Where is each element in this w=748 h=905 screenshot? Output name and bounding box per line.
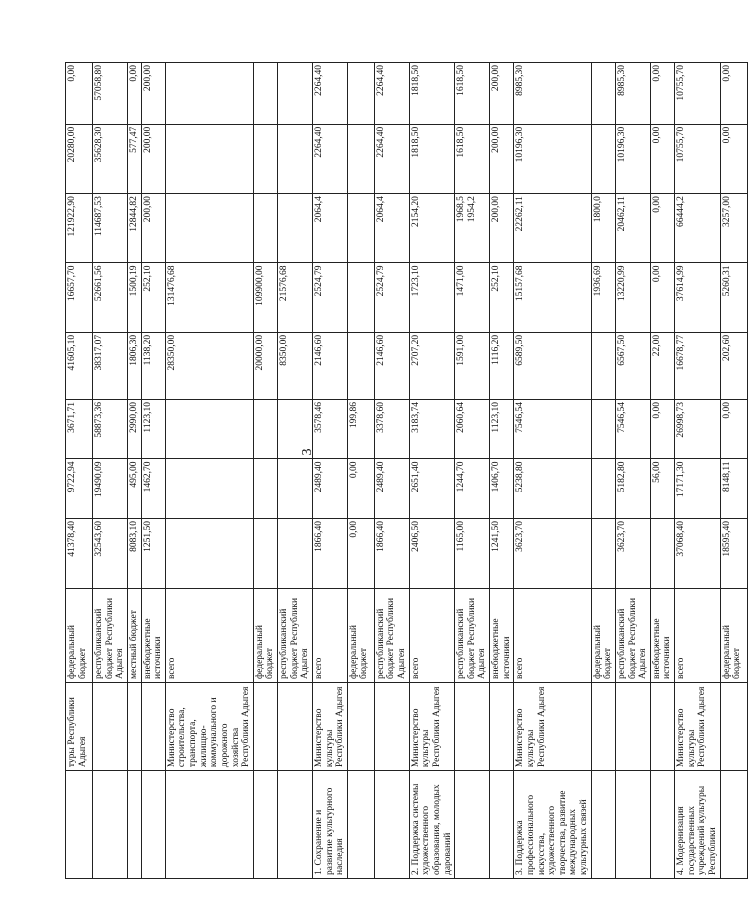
year-cell: 200,00 — [141, 63, 165, 125]
year-cell: 6567,50 — [615, 332, 650, 399]
year-cell: 200,00 — [141, 124, 165, 193]
year-cell — [591, 63, 615, 125]
year-cell: 0,00 — [347, 459, 374, 518]
source-cell: федеральный бюджет — [253, 589, 277, 683]
year-cell: 3257,00 — [720, 194, 747, 263]
year-cell: 26998,73 — [675, 400, 721, 459]
section-cell — [278, 771, 313, 879]
year-cell — [278, 459, 313, 518]
source-cell: республиканский бюджет Республики Адыгея — [455, 589, 490, 683]
year-cell: 3671,71 — [66, 400, 93, 459]
year-cell: 252,10 — [141, 263, 165, 332]
year-cell: 12844,82 — [127, 194, 141, 263]
year-cell: 1723,10 — [409, 263, 455, 332]
year-cell: 1968,5 1954,2 — [455, 194, 490, 263]
source-cell: всего — [409, 589, 455, 683]
table-row — [720, 63, 747, 879]
year-cell: 2154,20 — [409, 194, 455, 263]
year-cell — [278, 194, 313, 263]
year-cell: 56,00 — [650, 459, 674, 518]
section-cell — [66, 771, 93, 879]
executor-cell — [93, 683, 128, 771]
executor-cell — [278, 683, 313, 771]
year-cell: 1165,00 — [455, 518, 490, 588]
year-cell: 7546,54 — [615, 400, 650, 459]
table-row — [455, 63, 490, 879]
year-cell — [347, 263, 374, 332]
year-cell — [253, 400, 277, 459]
table-row — [591, 63, 615, 879]
year-cell: 7546,54 — [514, 400, 591, 459]
year-cell: 2489,40 — [312, 459, 347, 518]
year-cell: 0,00 — [650, 194, 674, 263]
year-cell: 8148,11 — [720, 459, 747, 518]
table-row — [66, 63, 93, 879]
year-cell — [591, 332, 615, 399]
source-cell: федеральный бюджет — [591, 589, 615, 683]
year-cell: 1406,70 — [490, 459, 514, 518]
year-cell: 0,00 — [650, 263, 674, 332]
section-cell — [455, 771, 490, 879]
table-row — [490, 63, 514, 879]
executor-cell — [141, 683, 165, 771]
year-cell: 3378,60 — [374, 400, 409, 459]
year-cell: 1251,50 — [141, 518, 165, 588]
source-cell: федеральный бюджет — [66, 589, 93, 683]
table-row — [347, 63, 374, 879]
year-cell: 41378,40 — [66, 518, 93, 588]
year-cell: 41605,10 — [66, 332, 93, 399]
year-cell — [347, 63, 374, 125]
year-cell: 15157,68 — [514, 263, 591, 332]
section-cell — [720, 771, 747, 879]
table-row — [141, 63, 165, 879]
executor-cell — [347, 683, 374, 771]
year-cell: 2264,40 — [312, 124, 347, 193]
year-cell: 1123,10 — [141, 400, 165, 459]
year-cell — [165, 194, 253, 263]
rotated-table-area — [65, 62, 743, 879]
year-cell: 2146,60 — [312, 332, 347, 399]
year-cell: 8985,30 — [514, 63, 591, 125]
section-cell — [165, 771, 253, 879]
year-cell: 0,00 — [650, 124, 674, 193]
year-cell: 13220,99 — [615, 263, 650, 332]
executor-cell: Министерство культуры Республики Адыгея — [312, 683, 347, 771]
section-cell — [615, 771, 650, 879]
year-cell: 2060,64 — [455, 400, 490, 459]
year-cell: 2489,40 — [374, 459, 409, 518]
executor-cell — [591, 683, 615, 771]
year-cell: 10196,30 — [615, 124, 650, 193]
year-cell: 200,00 — [490, 124, 514, 193]
year-cell: 0,00 — [127, 63, 141, 125]
year-cell: 1138,20 — [141, 332, 165, 399]
year-cell — [591, 459, 615, 518]
executor-cell — [615, 683, 650, 771]
year-cell: 3623,70 — [615, 518, 650, 588]
year-cell: 58873,36 — [93, 400, 128, 459]
year-cell — [253, 194, 277, 263]
year-cell: 32543,60 — [93, 518, 128, 588]
year-cell: 1462,70 — [141, 459, 165, 518]
table-row — [312, 63, 347, 879]
year-cell: 577,47 — [127, 124, 141, 193]
year-cell: 17171,30 — [675, 459, 721, 518]
year-cell: 109900,00 — [253, 263, 277, 332]
year-cell — [278, 124, 313, 193]
year-cell — [591, 518, 615, 588]
page-number: 3 — [300, 448, 315, 456]
year-cell: 1936,69 — [591, 263, 615, 332]
table-row — [514, 63, 591, 879]
source-cell: всего — [514, 589, 591, 683]
year-cell: 1818,50 — [409, 63, 455, 125]
year-cell: 22,00 — [650, 332, 674, 399]
source-cell: республиканский бюджет Республики Адыгея — [615, 589, 650, 683]
year-cell — [278, 400, 313, 459]
source-cell: федеральный бюджет — [720, 589, 747, 683]
year-cell: 8985,30 — [615, 63, 650, 125]
year-cell: 1818,50 — [409, 124, 455, 193]
year-cell: 8350,00 — [278, 332, 313, 399]
year-cell — [165, 518, 253, 588]
year-cell: 495,00 — [127, 459, 141, 518]
year-cell — [278, 63, 313, 125]
year-cell: 20462,11 — [615, 194, 650, 263]
executor-cell: Министерство культуры Республики Адыгея — [409, 683, 455, 771]
year-cell — [347, 124, 374, 193]
year-cell: 1500,19 — [127, 263, 141, 332]
source-cell: внебюджетные источники — [141, 589, 165, 683]
year-cell: 2064,4 — [312, 194, 347, 263]
year-cell: 1591,00 — [455, 332, 490, 399]
table-row — [374, 63, 409, 879]
year-cell: 2524,79 — [374, 263, 409, 332]
section-cell — [347, 771, 374, 879]
year-cell: 200,00 — [490, 63, 514, 125]
table-row — [165, 63, 253, 879]
year-cell: 20280,00 — [66, 124, 93, 193]
year-cell: 1116,20 — [490, 332, 514, 399]
executor-cell: Министерство культуры Республики Адыгея — [675, 683, 721, 771]
section-cell — [591, 771, 615, 879]
year-cell: 5182,80 — [615, 459, 650, 518]
executor-cell — [374, 683, 409, 771]
year-cell: 0,00 — [720, 124, 747, 193]
year-cell: 1866,40 — [312, 518, 347, 588]
year-cell: 0,00 — [650, 63, 674, 125]
year-cell: 3623,70 — [514, 518, 591, 588]
year-cell: 22262,11 — [514, 194, 591, 263]
year-cell: 6589,50 — [514, 332, 591, 399]
section-cell — [374, 771, 409, 879]
table-row — [650, 63, 674, 879]
executor-cell: Министерство культуры Республики Адыгея — [514, 683, 591, 771]
year-cell: 0,00 — [66, 63, 93, 125]
section-cell: 4. Модернизация государственных учреждений культуры Республики — [675, 771, 721, 879]
year-cell: 10755,70 — [675, 63, 721, 125]
year-cell: 37068,40 — [675, 518, 721, 588]
source-cell: всего — [165, 589, 253, 683]
year-cell: 5238,80 — [514, 459, 591, 518]
year-cell: 1618,50 — [455, 124, 490, 193]
year-cell: 199,86 — [347, 400, 374, 459]
year-cell — [165, 124, 253, 193]
table-row — [127, 63, 141, 879]
section-cell — [253, 771, 277, 879]
year-cell: 52661,56 — [93, 263, 128, 332]
section-cell: 1. Сохранение и развитие культурного наследия — [312, 771, 347, 879]
year-cell: 2064,4 — [374, 194, 409, 263]
year-cell: 2707,20 — [409, 332, 455, 399]
year-cell — [650, 518, 674, 588]
table-row — [675, 63, 721, 879]
year-cell — [253, 63, 277, 125]
year-cell — [165, 63, 253, 125]
year-cell: 8083,10 — [127, 518, 141, 588]
year-cell: 1866,40 — [374, 518, 409, 588]
source-cell: республиканский бюджет Республики Адыгея — [93, 589, 128, 683]
year-cell — [278, 518, 313, 588]
year-cell — [253, 124, 277, 193]
year-cell: 114687,53 — [93, 194, 128, 263]
year-cell: 1806,30 — [127, 332, 141, 399]
section-cell — [127, 771, 141, 879]
section-cell — [93, 771, 128, 879]
table-row — [253, 63, 277, 879]
year-cell: 1123,10 — [490, 400, 514, 459]
table-row — [93, 63, 128, 879]
year-cell: 57058,80 — [93, 63, 128, 125]
year-cell: 200,00 — [141, 194, 165, 263]
year-cell: 252,10 — [490, 263, 514, 332]
year-cell: 2524,79 — [312, 263, 347, 332]
year-cell: 2264,40 — [312, 63, 347, 125]
year-cell: 2651,40 — [409, 459, 455, 518]
year-cell: 2264,40 — [374, 63, 409, 125]
source-cell: всего — [312, 589, 347, 683]
year-cell: 10196,30 — [514, 124, 591, 193]
year-cell: 66444,2 — [675, 194, 721, 263]
year-cell — [347, 332, 374, 399]
executor-cell — [720, 683, 747, 771]
year-cell: 131476,68 — [165, 263, 253, 332]
year-cell: 1244,70 — [455, 459, 490, 518]
section-cell: 3. Поддержка профессионального искусства, художественного творчества, развитие международных культурных связей — [514, 771, 591, 879]
year-cell: 121922,90 — [66, 194, 93, 263]
section-cell — [650, 771, 674, 879]
table-row — [278, 63, 313, 879]
year-cell: 28350,00 — [165, 332, 253, 399]
year-cell: 3578,46 — [312, 400, 347, 459]
year-cell — [253, 518, 277, 588]
year-cell — [591, 400, 615, 459]
year-cell: 2406,50 — [409, 518, 455, 588]
year-cell: 5260,31 — [720, 263, 747, 332]
year-cell: 202,60 — [720, 332, 747, 399]
year-cell — [165, 400, 253, 459]
year-cell: 16678,77 — [675, 332, 721, 399]
year-cell: 0,00 — [720, 63, 747, 125]
year-cell: 0,00 — [347, 518, 374, 588]
year-cell: 1618,50 — [455, 63, 490, 125]
section-cell — [141, 771, 165, 879]
year-cell: 1471,00 — [455, 263, 490, 332]
year-cell: 2146,60 — [374, 332, 409, 399]
table-row — [409, 63, 455, 879]
year-cell: 3183,74 — [409, 400, 455, 459]
year-cell: 20000,00 — [253, 332, 277, 399]
year-cell: 16657,70 — [66, 263, 93, 332]
table-row — [615, 63, 650, 879]
year-cell: 35628,30 — [93, 124, 128, 193]
year-cell: 200,00 — [490, 194, 514, 263]
year-cell: 1241,50 — [490, 518, 514, 588]
source-cell: всего — [675, 589, 721, 683]
source-cell: внебюджетные источники — [490, 589, 514, 683]
year-cell: 18595,40 — [720, 518, 747, 588]
year-cell: 0,00 — [720, 400, 747, 459]
year-cell: 10755,70 — [675, 124, 721, 193]
executor-cell — [253, 683, 277, 771]
year-cell: 1800,0 — [591, 194, 615, 263]
executor-cell — [455, 683, 490, 771]
source-cell: федеральный бюджет — [347, 589, 374, 683]
year-cell: 9722,94 — [66, 459, 93, 518]
section-cell: 2. Поддержка системы художественного образования, молодых дарований — [409, 771, 455, 879]
executor-cell — [127, 683, 141, 771]
source-cell: внебюджетные источники — [650, 589, 674, 683]
executor-cell — [650, 683, 674, 771]
year-cell: 37614,99 — [675, 263, 721, 332]
year-cell: 21576,68 — [278, 263, 313, 332]
year-cell: 2264,40 — [374, 124, 409, 193]
year-cell — [253, 459, 277, 518]
year-cell: 19490,09 — [93, 459, 128, 518]
budget-table — [65, 62, 748, 879]
source-cell: местный бюджет — [127, 589, 141, 683]
year-cell — [591, 124, 615, 193]
source-cell: республиканский бюджет Республики Адыгея — [278, 589, 313, 683]
year-cell — [347, 194, 374, 263]
executor-cell: туры Республики Адыгея — [66, 683, 93, 771]
executor-cell: Министерство строительства, транспорта, жилищно-коммунального и дорожного хозяйства Республики Адыгея — [165, 683, 253, 771]
year-cell — [165, 459, 253, 518]
year-cell: 38317,07 — [93, 332, 128, 399]
year-cell: 0,00 — [650, 400, 674, 459]
executor-cell — [490, 683, 514, 771]
source-cell: республиканский бюджет Республики Адыгея — [374, 589, 409, 683]
section-cell — [490, 771, 514, 879]
year-cell: 2990,00 — [127, 400, 141, 459]
